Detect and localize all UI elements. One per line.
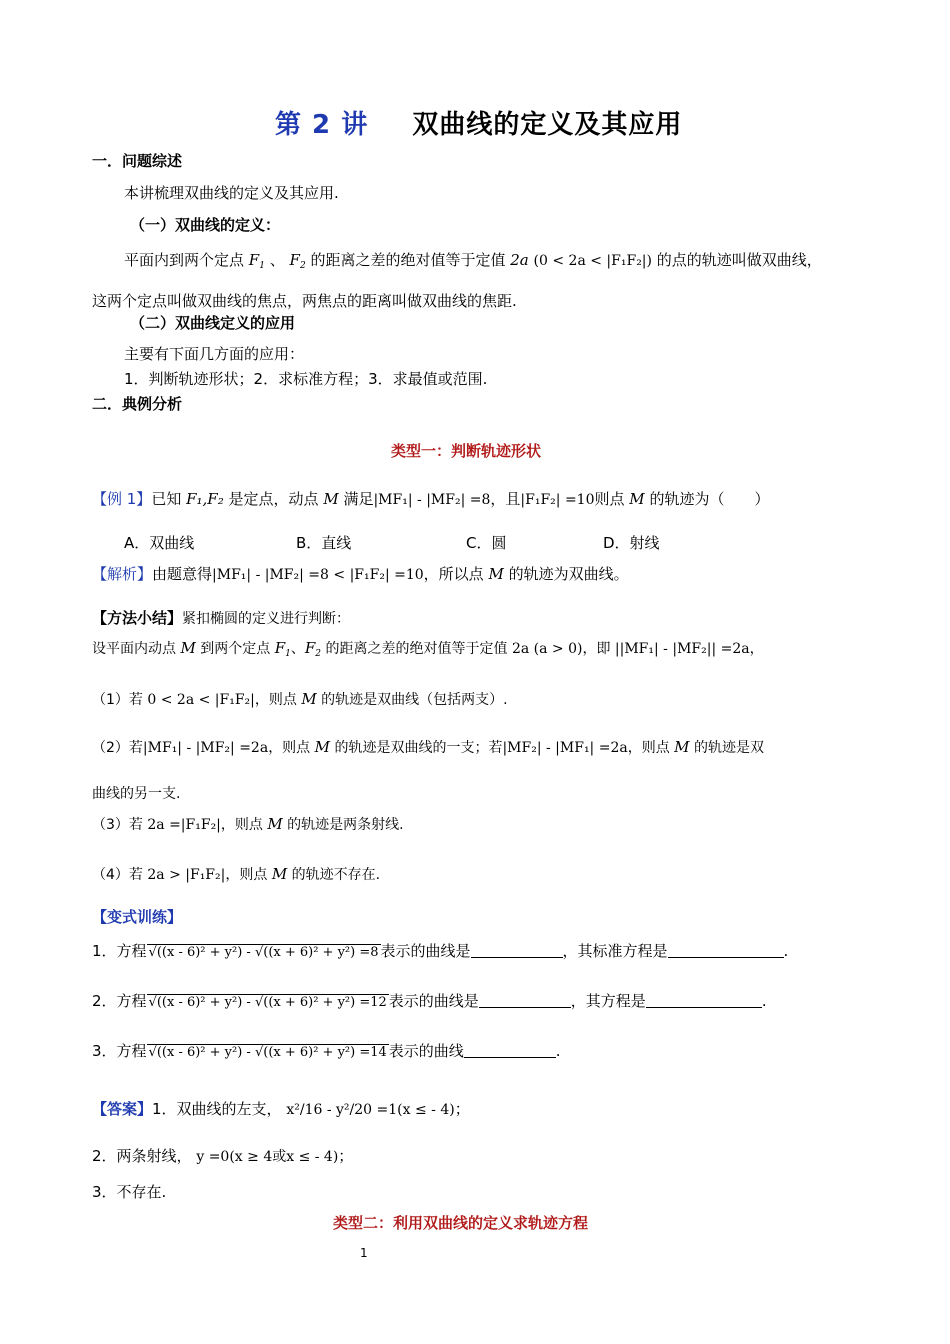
case-4: （4）若 2a > |F₁F₂|，则点 M 的轨迹不存在. <box>92 865 381 883</box>
section-1-heading: 一．问题综述 <box>92 152 183 170</box>
variant-q3 <box>92 1040 561 1061</box>
q2-b: 表示的曲线是 <box>388 992 479 1010</box>
answer-1 <box>92 1098 470 1119</box>
subsection-2-heading: （二）双曲线定义的应用 <box>130 314 296 332</box>
lecture-title: 双曲线的定义及其应用 <box>412 110 683 140</box>
q2-a: 2．方程 <box>92 992 147 1010</box>
c3-c: 的轨迹是两条射线. <box>287 817 404 833</box>
def-text-a: 平面内到两个定点 <box>124 251 245 269</box>
q1-blank-1[interactable] <box>471 943 563 958</box>
method-line-1: 设平面内动点 M 到两个定点 $F_1$、$F_2$ 的距离之差的绝对值等于定值 2a (a > 0)，即 ||MF₁| - |MF₂|| =2a， <box>92 639 764 659</box>
ex-text-a: 已知 <box>151 490 182 508</box>
answer-tag: 【答案】 <box>92 1100 153 1118</box>
ex-foci: F₁,F₂ <box>186 490 224 508</box>
c4-c: 的轨迹不存在. <box>291 867 381 883</box>
method-tag: 【方法小结】 <box>92 609 183 627</box>
option-d: D．射线 <box>603 534 660 552</box>
variant-tag: 【变式训练】 <box>92 908 183 926</box>
q2-end: . <box>761 992 767 1010</box>
method-summary <box>92 607 350 628</box>
c1-a: （1）若 <box>92 692 143 708</box>
q1-c: ，其标准方程是 <box>562 942 668 960</box>
type-2-title: 类型二：利用双曲线的定义求轨迹方程 <box>333 1214 589 1232</box>
subsection-1-heading: （一）双曲线的定义： <box>130 216 281 234</box>
case-3: （3）若 2a =|F₁F₂|，则点 M 的轨迹是两条射线. <box>92 815 404 833</box>
example-1: 【例 1】已知 F₁,F₂ 是定点，动点 M 满足|MF₁| - |MF₂| =8，且|F₁F₂| =10则点 M 的轨迹为（ ） <box>92 490 770 508</box>
lecture-number: 第 2 讲 <box>275 110 369 140</box>
answer-3: 3．不存在. <box>92 1183 167 1201</box>
m-l1e: ， <box>749 641 764 657</box>
variant-q2 <box>92 990 767 1011</box>
ex-text-b: 是定点，动点 <box>228 490 319 508</box>
c3-b: ，则点 <box>220 817 263 833</box>
q2-blank-1[interactable] <box>479 993 571 1008</box>
c2-d: ，则点 <box>627 740 670 756</box>
c2-e: 的轨迹是双 <box>693 740 764 756</box>
ex-text-c: 满足 <box>343 490 374 508</box>
q2-blank-2[interactable] <box>646 993 762 1008</box>
q1-end: . <box>783 942 789 960</box>
c4-math: 2a > |F₁F₂| <box>147 867 226 883</box>
ex-text-f: 的轨迹为（ ） <box>649 490 770 508</box>
q3-b: 表示的曲线 <box>388 1042 464 1060</box>
def-condition: (0 < 2a < |F₁F₂|) <box>533 253 652 269</box>
q1-math: √((x - 6)² + y²) - √((x + 6)² + y²) =8 <box>148 945 379 960</box>
c2-b: ，则点 <box>268 740 311 756</box>
definition-line-1: 平面内到两个定点 $F_1$ 、 $F_2$ 的距离之差的绝对值等于定值 2a (0 < 2a < |F₁F₂|) 的点的轨迹叫做双曲线， <box>124 251 822 271</box>
type-1-title: 类型一：判断轨迹形状 <box>391 442 542 460</box>
solution: 【解析】由题意得|MF₁| - |MF₂| =8 < |F₁F₂| =10，所以点 M 的轨迹为双曲线。 <box>92 565 629 583</box>
m-l1-math2: ||MF₁| - |MF₂|| =2a <box>614 641 750 657</box>
ex-condition-2: |F₁F₂| =10 <box>520 492 595 508</box>
c3-a: （3）若 <box>92 817 143 833</box>
c2-c: 的轨迹是双曲线的一支；若 <box>334 740 503 756</box>
sol-text-b: ，所以点 <box>423 565 484 583</box>
option-c: C．圆 <box>466 534 507 552</box>
m-l1-math: 2a (a > 0) <box>511 641 583 657</box>
def-text-b: 的距离之差的绝对值等于定值 <box>310 251 506 269</box>
a1-math: x²/16 - y²/20 =1(x ≤ - 4) <box>286 1102 455 1118</box>
q3-blank[interactable] <box>464 1043 556 1058</box>
q2-c: ，其方程是 <box>570 992 646 1010</box>
m-l1d: ，即 <box>582 641 611 657</box>
intro-text: 本讲梳理双曲线的定义及其应用. <box>124 184 339 202</box>
section-2-heading: 二．典例分析 <box>92 395 183 413</box>
q1-blank-2[interactable] <box>668 943 784 958</box>
c4-a: （4）若 <box>92 867 143 883</box>
m-l1a: 设平面内动点 <box>92 641 176 657</box>
case-2-cont: 曲线的另一支. <box>92 786 181 802</box>
c4-b: ，则点 <box>225 867 268 883</box>
page-title <box>275 104 682 141</box>
method-intro: 紧扣椭圆的定义进行判断： <box>182 611 351 627</box>
case-2: （2）若|MF₁| - |MF₂| =2a，则点 M 的轨迹是双曲线的一支；若|MF₂| - |MF₁| =2a，则点 M 的轨迹是双 <box>92 738 764 756</box>
def-text-c: 的点的轨迹叫做双曲线， <box>656 251 822 269</box>
option-a: A．双曲线 <box>124 534 195 552</box>
a2-math: y =0(x ≥ 4或x ≤ - 4) <box>196 1149 339 1165</box>
example-tag: 【例 1】 <box>92 490 152 508</box>
c1-b: ，则点 <box>254 692 297 708</box>
solution-tag: 【解析】 <box>92 565 153 583</box>
c2-math2: |MF₂| - |MF₁| =2a <box>502 740 628 756</box>
case-1: （1）若 0 < 2a < |F₁F₂|，则点 M 的轨迹是双曲线（包括两支）. <box>92 690 508 708</box>
q3-math: √((x - 6)² + y²) - √((x + 6)² + y²) =14 <box>148 1045 387 1060</box>
q3-a: 3．方程 <box>92 1042 147 1060</box>
q1-b: 表示的曲线是 <box>380 942 471 960</box>
q2-math: √((x - 6)² + y²) - √((x + 6)² + y²) =12 <box>148 995 387 1010</box>
ex-point-m: M <box>323 490 339 508</box>
sol-text-c: 的轨迹为双曲线。 <box>508 565 629 583</box>
variant-q1 <box>92 940 788 961</box>
sol-math: |MF₁| - |MF₂| =8 < |F₁F₂| =10 <box>212 567 424 583</box>
page-number: 1 <box>360 1246 368 1260</box>
c2-math: |MF₁| - |MF₂| =2a <box>142 740 269 756</box>
ex-text-e: 则点 <box>594 490 625 508</box>
m-l1b: 到两个定点 <box>200 641 271 657</box>
definition-line-2: 这两个定点叫做双曲线的焦点，两焦点的距离叫做双曲线的焦距. <box>92 292 517 310</box>
m-l1c: 的距离之差的绝对值等于定值 <box>325 641 508 657</box>
def-sep: 、 <box>269 251 285 269</box>
a1-semi: ； <box>454 1100 470 1118</box>
answer-2 <box>92 1145 353 1166</box>
a1-text: 1．双曲线的左支， <box>152 1100 282 1118</box>
applications-list: 1．判断轨迹形状；2．求标准方程；3．求最值或范围. <box>124 370 488 388</box>
a2-text: 2．两条射线， <box>92 1147 192 1165</box>
c1-c: 的轨迹是双曲线（包括两支）. <box>321 692 508 708</box>
ex-condition-1: |MF₁| - |MF₂| =8 <box>373 492 491 508</box>
q3-end: . <box>555 1042 561 1060</box>
ex-text-d: ，且 <box>490 490 521 508</box>
option-b: B．直线 <box>296 534 352 552</box>
c1-math: 0 < 2a < |F₁F₂| <box>147 692 255 708</box>
sol-text-a: 由题意得 <box>152 565 213 583</box>
c3-math: 2a =|F₁F₂| <box>147 817 221 833</box>
applications-intro: 主要有下面几方面的应用： <box>124 345 305 363</box>
q1-a: 1．方程 <box>92 942 147 960</box>
a2-semi: ； <box>338 1147 354 1165</box>
c2-a: （2）若 <box>92 740 143 756</box>
